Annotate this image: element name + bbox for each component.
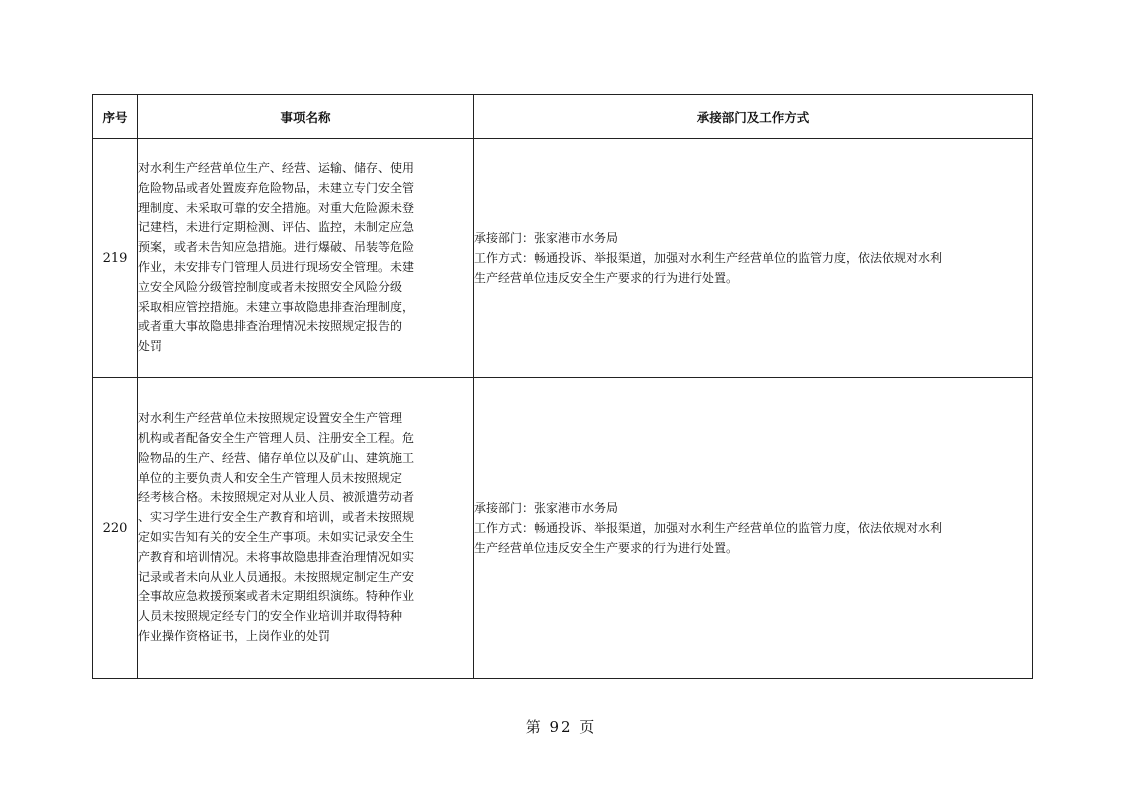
header-dept-method: 承接部门及工作方式	[474, 95, 1033, 139]
method-line: 生产经营单位违反安全生产要求的行为进行处置。	[474, 541, 739, 555]
matter-name-line: 产教育和培训情况。未将事故隐患排查治理情况如实	[138, 549, 415, 564]
table-row	[93, 139, 1033, 378]
matter-name-line: 采取相应管控措施。未建立事故隐患排查治理制度，	[138, 299, 415, 314]
matter-name-line: 机构或者配备安全生产管理人员、注册安全工程。危	[138, 431, 415, 446]
matter-name-line: 理制度、未采取可靠的安全措施。对重大危险源未登	[138, 200, 415, 215]
matter-name-line: 对水利生产经营单位未按照规定设置安全生产管理	[138, 411, 403, 426]
matter-name-line: 定如实告知有关的安全生产事项。未如实记录安全生	[138, 530, 415, 544]
matter-name-line: 全事故应急救援预案或者未定期组织演练。特种作业	[138, 589, 415, 604]
matter-name-line: 记录或者未向从业人员通报。未按照规定制定生产安	[138, 569, 415, 584]
row-dept-method	[474, 139, 1033, 378]
matter-name-line: 或者重大事故隐患排查治理情况未按照规定报告的	[138, 319, 403, 334]
row-seq: 219	[93, 139, 138, 378]
method-line: 工作方式：畅通投诉、举报渠道，加强对水利生产经营单位的监管力度，依法依规对水利	[474, 521, 943, 535]
dept-line: 承接部门：张家港市水务局	[474, 501, 619, 515]
header-seq: 序号	[93, 95, 138, 139]
matter-name-line: 预案，或者未告知应急措施。进行爆破、吊装等危险	[138, 240, 415, 255]
matter-name-line: 人员未按照规定经专门的安全作业培训并取得特种	[138, 609, 403, 624]
matter-name-line: 单位的主要负责人和安全生产管理人员未按照规定	[138, 470, 403, 485]
row-matter-name	[138, 139, 474, 378]
header-matter-name: 事项名称	[138, 95, 474, 139]
matter-name-line: 经考核合格。未按照规定对从业人员、被派遣劳动者	[138, 490, 415, 505]
row-seq: 220	[93, 378, 138, 679]
matter-name-line: 处罚	[138, 339, 163, 354]
table-row	[93, 378, 1033, 679]
method-line: 工作方式：畅通投诉、举报渠道，加强对水利生产经营单位的监管力度，依法依规对水利	[474, 251, 943, 265]
method-line: 生产经营单位违反安全生产要求的行为进行处置。	[474, 271, 739, 285]
table-header-row	[93, 95, 1033, 139]
matter-name-line: 、实习学生进行安全生产教育和培训，或者未按照规	[138, 510, 415, 525]
page-number: 第 92 页	[525, 718, 597, 736]
matter-name-line: 作业，未安排专门管理人员进行现场安全管理。未建	[138, 260, 415, 274]
matters-table	[92, 94, 1033, 679]
dept-line: 承接部门：张家港市水务局	[474, 231, 619, 245]
matter-name-line: 对水利生产经营单位生产、经营、运输、储存、使用	[138, 161, 415, 176]
matter-name-line: 作业操作资格证书，上岗作业的处罚	[138, 628, 331, 643]
matter-name-line: 危险物品或者处置废弃危险物品，未建立专门安全管	[138, 180, 415, 195]
matter-name-line: 立安全风险分级管控制度或者未按照安全风险分级	[138, 279, 403, 294]
matter-name-line: 险物品的生产、经营、储存单位以及矿山、建筑施工	[138, 450, 415, 465]
matter-name-line: 记建档，未进行定期检测、评估、监控，未制定应急	[138, 220, 415, 235]
row-matter-name	[138, 378, 474, 679]
row-dept-method	[474, 378, 1033, 679]
